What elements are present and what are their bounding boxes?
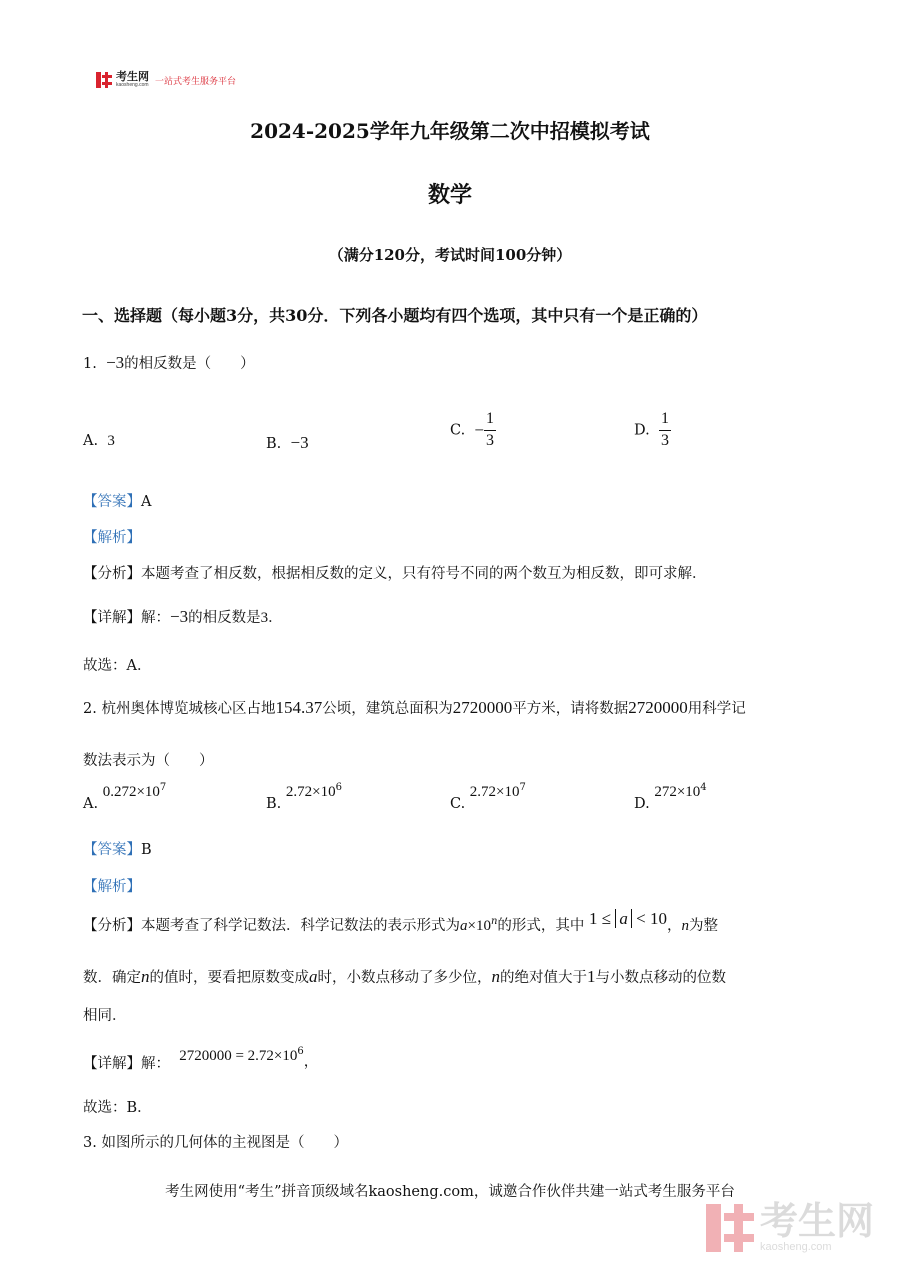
q1-detail: 【详解】解：−3的相反数是3． bbox=[83, 607, 283, 626]
q1-expr: −3 bbox=[106, 353, 125, 372]
watermark-name: 考生网 bbox=[759, 1201, 874, 1243]
exam-title: 2024-2025学年九年级第二次中招模拟考试 bbox=[250, 119, 650, 143]
fraction: $\frac{1}{3}$ bbox=[486, 410, 494, 449]
fraction: $\frac{1}{3}$ bbox=[660, 410, 669, 449]
q2-detail: 【详解】解： $2720000 = 2.72\times 10^6$， bbox=[83, 1046, 319, 1072]
q2-answer: 【答案】B bbox=[83, 842, 152, 858]
q2-option-c: C. $2.72\times 10^7$ bbox=[450, 782, 526, 812]
q2-stem-line1: 2. 杭州奥体博览城核心区占地154.37公顷，建筑总面积为2720000平方米，请将数据2720000用科学记 bbox=[83, 698, 746, 717]
q1-analysis-tag: 【解析】 bbox=[83, 530, 141, 546]
q3-stem: 3. 如图所示的几何体的主视图是（ ） bbox=[83, 1135, 348, 1151]
q2-fenxi-line3: 相同． bbox=[83, 1008, 127, 1024]
logo-domain: kaosheng.com bbox=[116, 82, 149, 88]
q2-choose: 故选：B． bbox=[83, 1100, 152, 1116]
q1-fenxi: 【分析】本题考查了相反数，根据相反数的定义，只有符号不同的两个数互为相反数，即可求解． bbox=[83, 566, 707, 582]
exam-note: （满分120分，考试时间100分钟） bbox=[328, 246, 572, 264]
watermark-domain: kaosheng.com bbox=[759, 1241, 832, 1253]
logo-tagline: 一站式考生服务平台 bbox=[155, 75, 237, 86]
q1-choose: 故选：A． bbox=[83, 658, 152, 674]
q2-analysis-tag: 【解析】 bbox=[83, 879, 141, 895]
subject-title: 数学 bbox=[427, 182, 472, 208]
logo-mark-icon bbox=[96, 72, 112, 88]
q1-option-a: A. 3 bbox=[83, 433, 115, 449]
q1-option-c: C. − $\frac{1}{3}$ bbox=[450, 410, 494, 449]
q2-stem-line2: 数法表示为（ ） bbox=[83, 753, 214, 769]
q1-option-b: B. −3 bbox=[266, 433, 309, 452]
logo bbox=[96, 72, 236, 88]
q1-option-d: D. $\frac{1}{3}$ bbox=[634, 410, 669, 449]
q2-option-b: B. $2.72\times 10^6$ bbox=[266, 782, 342, 812]
logo-name: 考生网 bbox=[116, 71, 149, 83]
q2-option-d: D. $272\times 10^4$ bbox=[634, 782, 707, 812]
q1-answer: 【答案】A bbox=[83, 494, 152, 510]
q2-fenxi-line2: 数．确定n的值时，要看把原数变成a时，小数点移动了多少位，n的绝对值大于1与小数点移动的位数 bbox=[83, 967, 726, 986]
section-heading: 一、选择题（每小题3分，共30分．下列各小题均有四个选项，其中只有一个是正确的） bbox=[82, 306, 708, 325]
watermark-logo-icon bbox=[706, 1204, 754, 1252]
q2-option-a: A. $0.272\times 10^7$ bbox=[83, 782, 167, 812]
q1-stem: 1. −3的相反数是（ ） bbox=[83, 353, 255, 372]
watermark bbox=[706, 1203, 874, 1253]
q2-fenxi-line1: 【分析】本题考查了科学记数法．科学记数法的表示形式为$a\times 10^n$的形式，其中 1 ≤ a < 10，n为整 bbox=[83, 909, 718, 934]
page-footer: 考生网使用“考生”拼音顶级域名kaosheng.com，诚邀合作伙伴共建一站式考生服务平台 bbox=[165, 1184, 735, 1200]
